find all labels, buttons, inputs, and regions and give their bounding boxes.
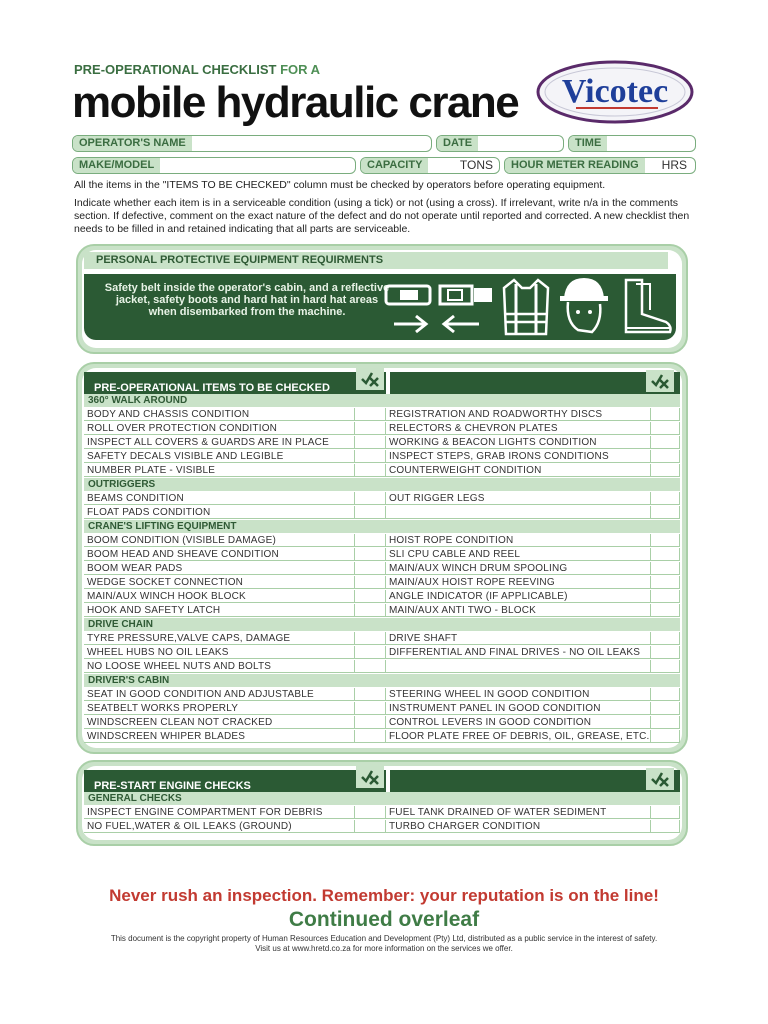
page-title: mobile hydraulic crane (72, 78, 519, 127)
hard-hat-icon (558, 276, 610, 336)
table-row (84, 576, 680, 589)
status-box-right[interactable] (650, 492, 680, 505)
check-item-right: TURBO CHARGER CONDITION (386, 820, 650, 833)
status-box-right[interactable] (650, 702, 680, 715)
capacity-field[interactable] (360, 157, 500, 174)
status-box-right[interactable] (650, 450, 680, 463)
copyright-line-1: This document is the copyright property of Human Resources Education and Development (Pty) Ltd, distributed as a public service in the interest of safety. (110, 934, 658, 943)
table-row (84, 562, 680, 575)
status-box-right[interactable] (650, 464, 680, 477)
operator-name-field[interactable] (72, 135, 432, 152)
status-box-left[interactable] (354, 716, 386, 729)
section-title: OUTRIGGERS (84, 478, 680, 491)
status-box-left[interactable] (354, 408, 386, 421)
status-box-left[interactable] (354, 806, 386, 819)
check-item-left: SAFETY DECALS VISIBLE AND LEGIBLE (84, 450, 354, 463)
status-box-right[interactable] (650, 576, 680, 589)
check-item-right: SLI CPU CABLE AND REEL (386, 548, 650, 561)
status-box-right[interactable] (650, 632, 680, 645)
checklist-subtitle (74, 62, 320, 77)
safety-boots-icon (618, 278, 674, 336)
check-item-right (386, 660, 650, 673)
check-item-left: BEAMS CONDITION (84, 492, 354, 505)
pre-operational-heading-bar-right (390, 372, 680, 396)
check-item-left: WHEEL HUBS NO OIL LEAKS (84, 646, 354, 659)
status-box-right[interactable] (650, 730, 680, 743)
capacity-label: CAPACITY (361, 158, 428, 173)
status-box-left[interactable] (354, 702, 386, 715)
seat-belt-icon (384, 280, 494, 336)
status-box-left[interactable] (354, 506, 386, 519)
check-item-left: INSPECT ALL COVERS & GUARDS ARE IN PLACE (84, 436, 354, 449)
check-item-left: NUMBER PLATE - VISIBLE (84, 464, 354, 477)
pre-operational-heading-bar (84, 372, 386, 396)
status-box-left[interactable] (354, 590, 386, 603)
table-row (84, 492, 680, 505)
status-box-right[interactable] (650, 660, 680, 673)
warning-slogan: Never rush an inspection. Remember: your reputation is on the line! (109, 886, 659, 905)
status-box-right[interactable] (650, 806, 680, 819)
check-item-right: CONTROL LEVERS IN GOOD CONDITION (386, 716, 650, 729)
subtitle-main: PRE-OPERATIONAL CHECKLIST (74, 62, 277, 77)
hrs-unit: HRS (661, 158, 687, 172)
status-box-left[interactable] (354, 562, 386, 575)
pre-start-heading-bar (84, 770, 386, 794)
table-row (84, 422, 680, 435)
vicotec-logo (536, 60, 694, 124)
check-item-right: FLOOR PLATE FREE OF DEBRIS, OIL, GREASE, ETC. (386, 730, 650, 743)
section-title: CRANE'S LIFTING EQUIPMENT (84, 520, 680, 533)
status-box-right[interactable] (650, 820, 680, 833)
check-item-left: NO FUEL,WATER & OIL LEAKS (GROUND) (84, 820, 354, 833)
check-item-left: FLOAT PADS CONDITION (84, 506, 354, 519)
status-box-right[interactable] (650, 604, 680, 617)
section-title: DRIVE CHAIN (84, 618, 680, 631)
table-row (84, 632, 680, 645)
check-item-left: BOOM WEAR PADS (84, 562, 354, 575)
ppe-text: Safety belt inside the operator's cabin, and a reflective jacket, safety boots and hard hat in hard hat areas when disembarked from the machine. (104, 282, 390, 318)
status-box-right[interactable] (650, 422, 680, 435)
check-item-right: STEERING WHEEL IN GOOD CONDITION (386, 688, 650, 701)
table-row (84, 730, 680, 743)
status-box-left[interactable] (354, 660, 386, 673)
ppe-panel (76, 244, 688, 354)
check-item-left: SEATBELT WORKS PROPERLY (84, 702, 354, 715)
status-box-left[interactable] (354, 730, 386, 743)
check-item-left: HOOK AND SAFETY LATCH (84, 604, 354, 617)
status-box-right[interactable] (650, 548, 680, 561)
reflective-jacket-icon (502, 278, 550, 336)
pre-operational-tick-cross-icon-right (646, 370, 674, 392)
check-item-right: COUNTERWEIGHT CONDITION (386, 464, 650, 477)
copyright-note (0, 934, 768, 954)
make-model-field[interactable] (72, 157, 356, 174)
status-box-left[interactable] (354, 576, 386, 589)
section-title: DRIVER'S CABIN (84, 674, 680, 687)
hour-meter-label: HOUR METER READING (505, 158, 645, 173)
time-label: TIME (569, 136, 607, 151)
status-box-right[interactable] (650, 646, 680, 659)
hour-meter-field[interactable] (504, 157, 696, 174)
table-row (84, 450, 680, 463)
status-box-left[interactable] (354, 534, 386, 547)
table-row (84, 534, 680, 547)
check-item-left: TYRE PRESSURE,VALVE CAPS, DAMAGE (84, 632, 354, 645)
table-row (84, 408, 680, 421)
check-item-left: WEDGE SOCKET CONNECTION (84, 576, 354, 589)
instruction-line: All the items in the "ITEMS TO BE CHECKED" column must be checked by operators before operating equipment. (74, 179, 606, 191)
table-row (84, 436, 680, 449)
status-box-right[interactable] (650, 590, 680, 603)
check-item-left: INSPECT ENGINE COMPARTMENT FOR DEBRIS (84, 806, 354, 819)
status-box-right[interactable] (650, 506, 680, 519)
status-box-right[interactable] (650, 716, 680, 729)
pre-operational-heading: PRE-OPERATIONAL ITEMS TO BE CHECKED (94, 382, 330, 394)
pre-operational-tick-cross-icon-left (356, 368, 384, 390)
check-item-right: RELECTORS & CHEVRON PLATES (386, 422, 650, 435)
table-row (84, 604, 680, 617)
check-item-right: FUEL TANK DRAINED OF WATER SEDIMENT (386, 806, 650, 819)
pre-start-heading: PRE-START ENGINE CHECKS (94, 780, 251, 792)
check-item-left: BOOM HEAD AND SHEAVE CONDITION (84, 548, 354, 561)
status-box-left[interactable] (354, 422, 386, 435)
pre-start-heading-bar-right (390, 770, 680, 794)
make-model-label: MAKE/MODEL (73, 158, 160, 173)
instruction-paragraph: Indicate whether each item is in a serviceable condition (using a tick) or not (using a cross). If irrelevant, write n/a in the comments section. If defective, comment on the exact nature of the defect and do not operate until reported and corrected. A new checklist then needs to be filled in and retained indicating that all parts are serviceable. (74, 197, 690, 235)
time-field[interactable] (568, 135, 696, 152)
status-box-right[interactable] (650, 688, 680, 701)
check-item-right: ANGLE INDICATOR (IF APPLICABLE) (386, 590, 650, 603)
check-item-right: DIFFERENTIAL AND FINAL DRIVES - NO OIL LEAKS (386, 646, 650, 659)
check-item-right: REGISTRATION AND ROADWORTHY DISCS (386, 408, 650, 421)
check-item-right: MAIN/AUX ANTI TWO - BLOCK (386, 604, 650, 617)
date-label: DATE (437, 136, 478, 151)
table-row (84, 590, 680, 603)
check-item-right (386, 506, 650, 519)
table-row (84, 716, 680, 729)
check-item-left: BOOM CONDITION (VISIBLE DAMAGE) (84, 534, 354, 547)
check-item-right: INSPECT STEPS, GRAB IRONS CONDITIONS (386, 450, 650, 463)
status-box-left[interactable] (354, 688, 386, 701)
status-box-left[interactable] (354, 464, 386, 477)
table-row (84, 702, 680, 715)
status-box-right[interactable] (650, 436, 680, 449)
check-item-right: HOIST ROPE CONDITION (386, 534, 650, 547)
pre-start-panel (76, 760, 688, 846)
ppe-heading: PERSONAL PROTECTIVE EQUIPMENT REQUIRMENTS (96, 254, 384, 266)
table-row (84, 688, 680, 701)
pre-start-tick-cross-icon-right (646, 768, 674, 790)
table-row (84, 820, 680, 833)
date-field[interactable] (436, 135, 564, 152)
check-item-right: WORKING & BEACON LIGHTS CONDITION (386, 436, 650, 449)
check-item-right: MAIN/AUX WINCH DRUM SPOOLING (386, 562, 650, 575)
status-box-left[interactable] (354, 646, 386, 659)
status-box-left[interactable] (354, 632, 386, 645)
check-item-left: WINDSCREEN CLEAN NOT CRACKED (84, 716, 354, 729)
table-row (84, 806, 680, 819)
status-box-left[interactable] (354, 604, 386, 617)
status-box-left[interactable] (354, 492, 386, 505)
table-row (84, 548, 680, 561)
check-item-left: SEAT IN GOOD CONDITION AND ADJUSTABLE (84, 688, 354, 701)
ppe-heading-bar (84, 252, 668, 269)
check-item-left: WINDSCREEN WHIPER BLADES (84, 730, 354, 743)
ppe-info-band (84, 274, 676, 340)
check-item-left: NO LOOSE WHEEL NUTS AND BOLTS (84, 660, 354, 673)
subtitle-for: FOR A (280, 62, 321, 77)
status-box-left[interactable] (354, 548, 386, 561)
status-box-left[interactable] (354, 820, 386, 833)
check-item-left: ROLL OVER PROTECTION CONDITION (84, 422, 354, 435)
check-item-right: INSTRUMENT PANEL IN GOOD CONDITION (386, 702, 650, 715)
status-box-right[interactable] (650, 562, 680, 575)
operator-name-label: OPERATOR'S NAME (73, 136, 192, 151)
status-box-left[interactable] (354, 450, 386, 463)
pre-start-tick-cross-icon-left (356, 766, 384, 788)
pre-operational-panel (76, 362, 688, 754)
check-item-right: MAIN/AUX HOIST ROPE REEVING (386, 576, 650, 589)
check-item-left: MAIN/AUX WINCH HOOK BLOCK (84, 590, 354, 603)
status-box-right[interactable] (650, 534, 680, 547)
check-item-left: BODY AND CHASSIS CONDITION (84, 408, 354, 421)
table-row (84, 464, 680, 477)
table-row (84, 506, 680, 519)
status-box-left[interactable] (354, 436, 386, 449)
copyright-line-2: Visit us at www.hretd.co.za for more information on the services we offer. (255, 944, 513, 953)
section-title: GENERAL CHECKS (84, 792, 680, 805)
tons-unit: TONS (459, 158, 493, 172)
check-item-right: DRIVE SHAFT (386, 632, 650, 645)
logo-text: Vicotec (561, 73, 669, 110)
status-box-right[interactable] (650, 408, 680, 421)
check-item-right: OUT RIGGER LEGS (386, 492, 650, 505)
table-row (84, 646, 680, 659)
table-row (84, 660, 680, 673)
section-title: 360° WALK AROUND (84, 394, 680, 407)
continued-overleaf: Continued overleaf (288, 908, 480, 931)
